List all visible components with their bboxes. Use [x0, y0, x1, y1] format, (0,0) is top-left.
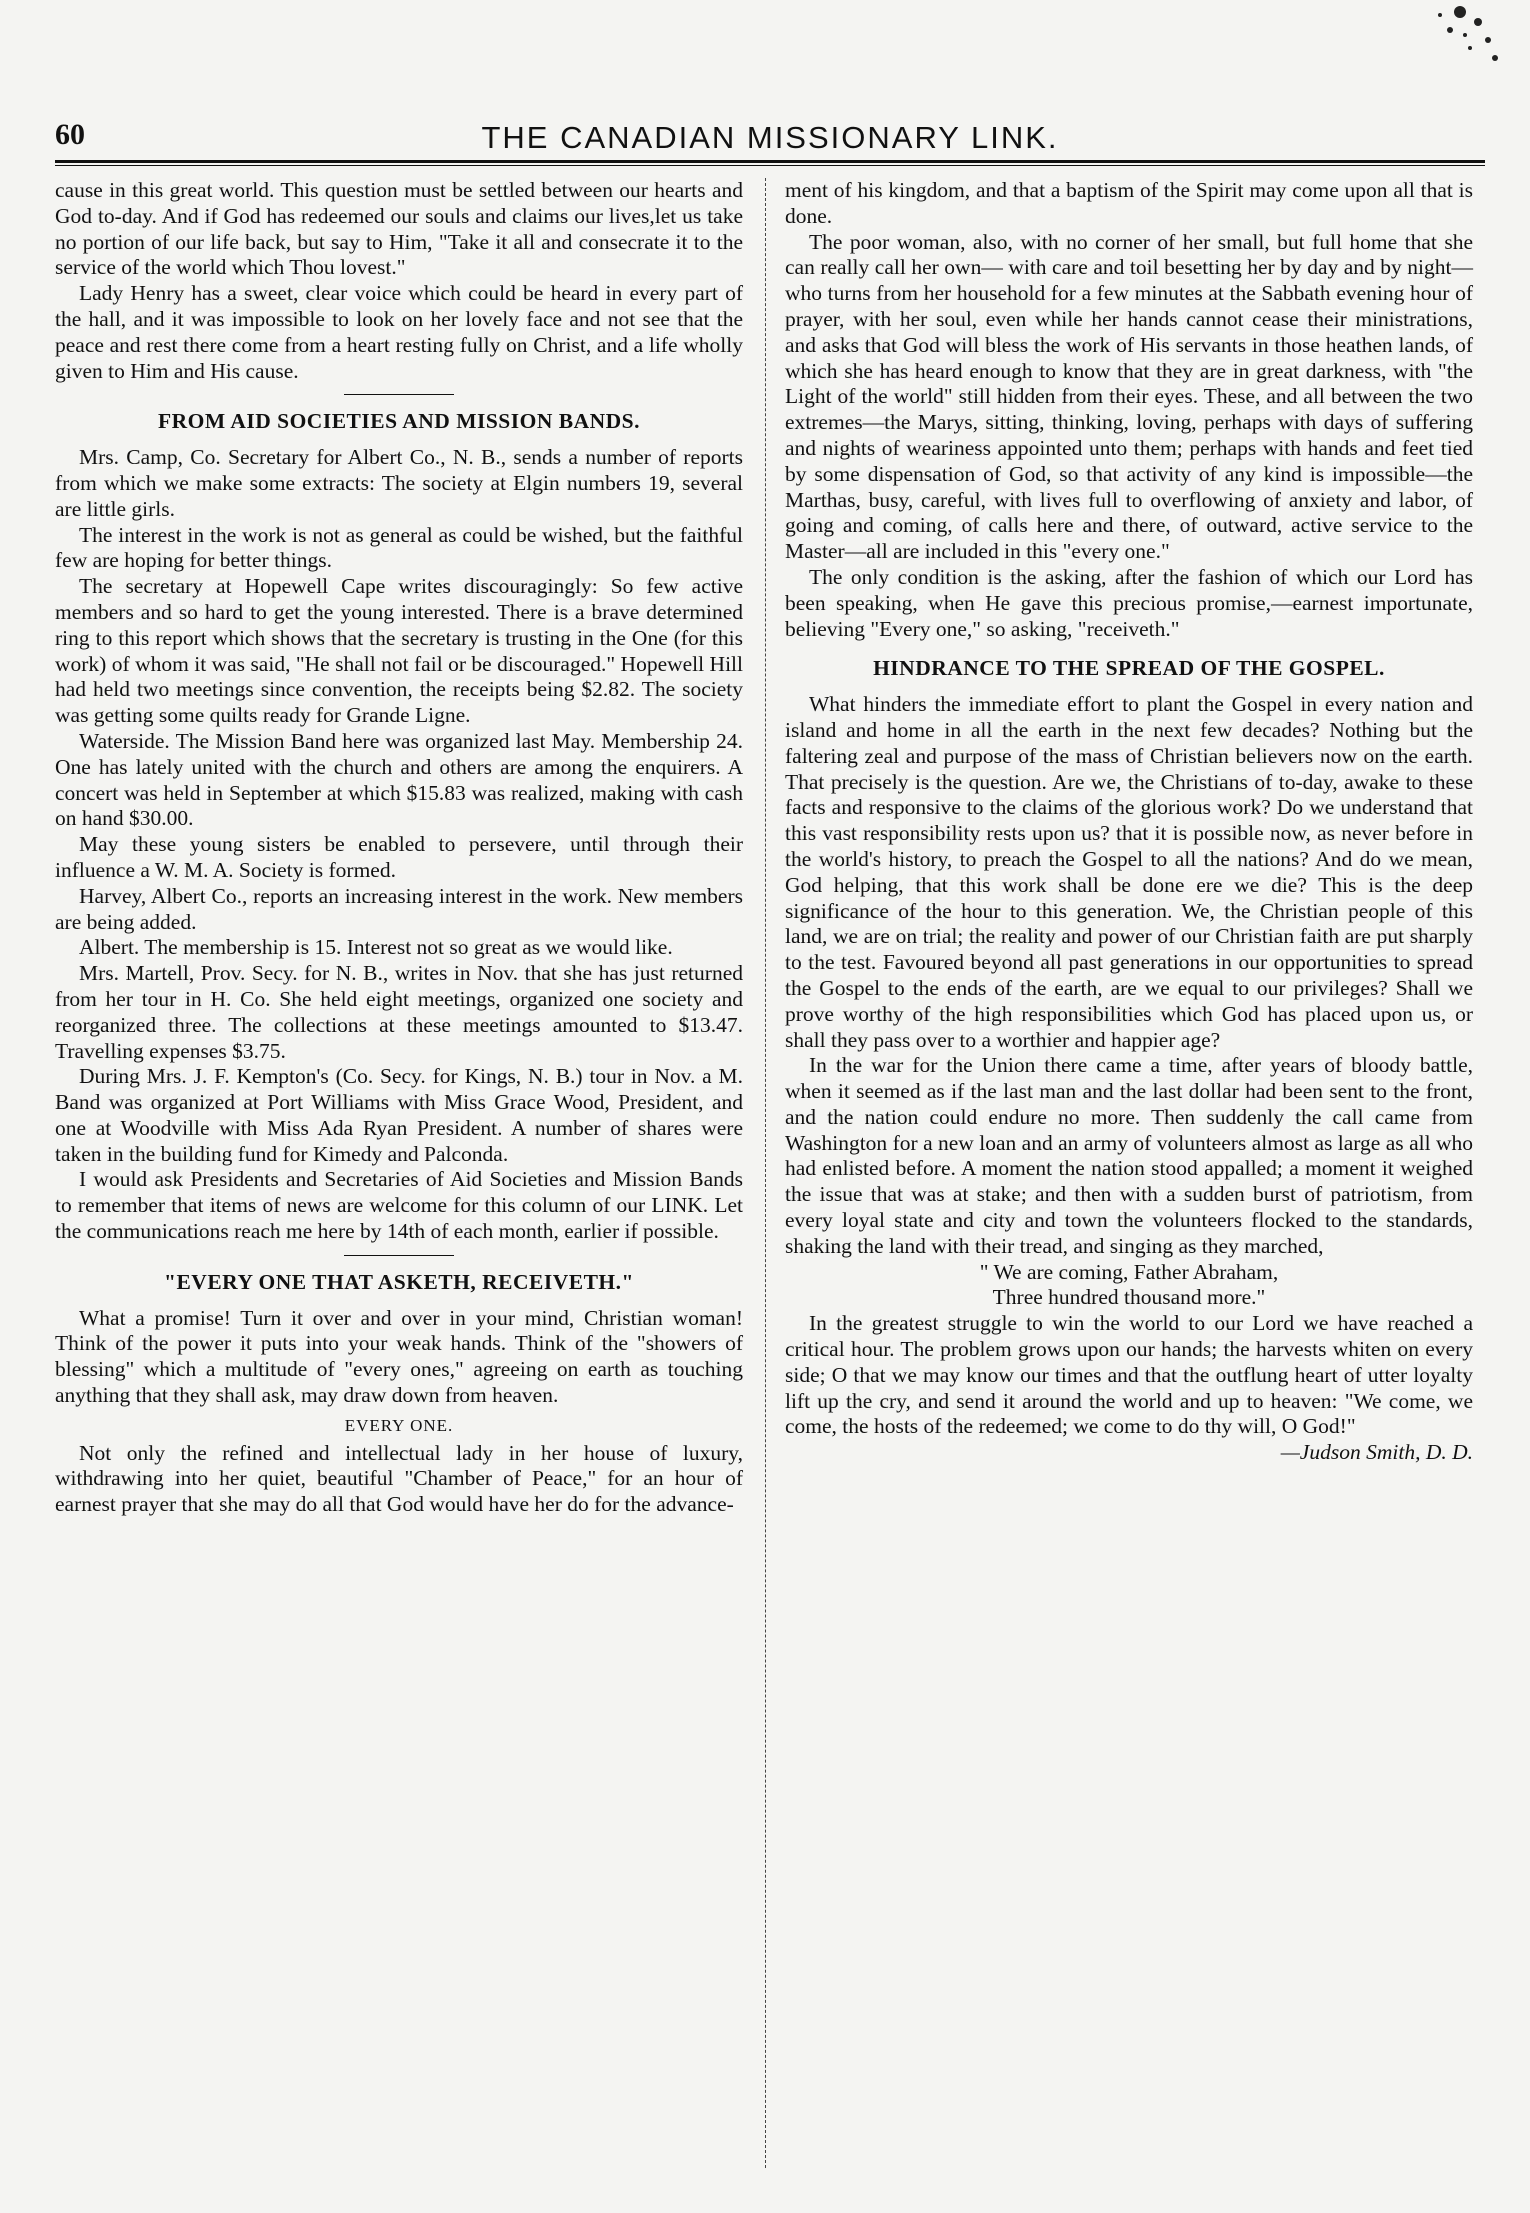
page-number: 60	[55, 118, 85, 151]
paragraph: The poor woman, also, with no corner of her small, but full home that she can really call her own— with care and toil besetting her by day and by night—who turns from her household for a few minutes at the Sabbath evening hour of prayer, with her soul, even while her hands cannot cease their ministrations, and asks that God will bless the work of His servants in those heathen lands, of which she has heard enough to know that they are in great darkness, with "the Light of the world" still hidden from their eyes. These, and all between the two extremes—the Marys, sitting, thinking, loving, perhaps with days of suffering and nights of weariness appointed unto them; perhaps with hands and feet tied by some dispensation of God, so that activity of any kind is impossible—the Marthas, busy, careful, with lives full to overflowing of anxiety and labor, of going and coming, of calls here and there, of outward, active service to the Master—all are included in this "every one."	[785, 229, 1473, 564]
paragraph: During Mrs. J. F. Kempton's (Co. Secy. for Kings, N. B.) tour in Nov. a M. Band was organized at Port Williams with Miss Grace Wood, President, and one at Woodville with Miss Ada Ryan President. A number of shares were taken in the building fund for Kimedy and Palconda.	[55, 1064, 743, 1166]
paragraph: cause in this great world. This question must be settled between our hearts and God to-day. And if God has redeemed our souls and claims our lives,let us take no portion of our life back, but say to Him, "Take it all and consecrate it to the service of the world which Thou lovest."	[55, 178, 743, 280]
column-divider	[765, 178, 766, 2168]
corner-ornament-icon	[1400, 0, 1510, 75]
section-heading-hindrance: HINDRANCE TO THE SPREAD OF THE GOSPEL.	[873, 656, 1385, 681]
section-separator	[344, 394, 454, 395]
section-heading-every-one: "EVERY ONE THAT ASKETH, RECEIVETH."	[164, 1269, 634, 1294]
masthead-title: THE CANADIAN MISSIONARY LINK.	[481, 120, 1059, 155]
paragraph: What hinders the immediate effort to plant the Gospel in every nation and island and home in all the earth in the next few decades? Nothing but the faltering zeal and purpose of the mass of Christian believers now on the earth. That precisely is the question. Are we, the Christians of to-day, awake to these facts and responsive to the claims of the glorious work? Do we understand that this vast responsibility rests upon us? that it is possible now, as never before in the world's history, to preach the Gospel to all the nations? And do we mean, God helping, that this work shall be done ere we die? This is the deep significance of the hour to this generation. We, the Christian people of this land, we are on trial; the reality and power of our Christian faith are put sharply to the test. Favoured beyond all past generations in our opportunities to spread the Gospel to the ends of the earth, are we equal to our privileges? Shall we prove worthy of the high responsibilities which God has placed upon us, or shall they pass over to a worthier and happier age?	[785, 692, 1473, 1052]
paragraph: Albert. The membership is 15. Interest not so great as we would like.	[79, 935, 673, 960]
paragraph: I would ask Presidents and Secretaries of Aid Societies and Mission Bands to remember that items of news are welcome for this column of our LINK. Let the communications reach me here by 14th of each month, earlier if possible.	[55, 1167, 743, 1244]
poem-line: " We are coming, Father Abraham,	[979, 1259, 1279, 1284]
paragraph: The secretary at Hopewell Cape writes discouragingly: So few active members and so hard to get the young interested. There is a brave determined ring to this report which shows that the secretary is trusting in the One (for this work) of whom it was said, "He shall not fail or be discouraged." Hopewell Hill had held two meetings since convention, the receipts being $2.82. The society was getting some quilts ready for Grande Ligne.	[55, 574, 743, 728]
paragraph: ment of his kingdom, and that a baptism of the Spirit may come upon all that is done.	[785, 178, 1473, 228]
paragraph: The only condition is the asking, after the fashion of which our Lord has been speaking, when He gave this precious promise,—earnest importunate, believing "Every one," so asking, "receiveth."	[785, 564, 1473, 641]
section-heading-aid-societies: FROM AID SOCIETIES AND MISSION BANDS.	[157, 409, 641, 434]
paragraph: Mrs. Martell, Prov. Secy. for N. B., writes in Nov. that she has just returned from her tour in H. Co. She held eight meetings, organized one society and reorganized three. The collections at these meetings amounted to $13.47. Travelling expenses $3.75.	[55, 961, 743, 1063]
paragraph: Harvey, Albert Co., reports an increasing interest in the work. New members are being added.	[55, 883, 743, 934]
header-rule	[55, 160, 1485, 163]
subheading-every-one: EVERY ONE.	[344, 1415, 454, 1435]
header-rule-thin	[55, 165, 1485, 166]
poem-line: Three hundred thousand more."	[992, 1285, 1266, 1310]
right-column	[785, 178, 1473, 1466]
paragraph: In the war for the Union there came a time, after years of bloody battle, when it seemed as if the last man and the last dollar had been sent to the front, and the nation could endure no more. Then suddenly the call came from Washington for a new loan and an army of volunteers almost as large as all who had enlisted before. A moment the nation stood appalled; a moment it weighed the issue that was at stake; and then with a sudden burst of patriotism, from every loyal state and city and town the volunteers flocked to the standards, shaking the land with their tread, and singing as they marched,	[785, 1053, 1473, 1258]
paragraph: Mrs. Camp, Co. Secretary for Albert Co., N. B., sends a number of reports from which we make some extracts: The society at Elgin numbers 19, several are little girls.	[55, 445, 743, 521]
paragraph: In the greatest struggle to win the world to our Lord we have reached a critical hour. The problem grows upon our hands; the harvests whiten on every side; O that we may know our times and that the outflung heart of utter loyalty lift up the cry, and send it around the world and up to heaven: "We come, we come, the hosts of the redeemed; we come to do thy will, O God!"	[785, 1311, 1473, 1439]
paragraph: Lady Henry has a sweet, clear voice which could be heard in every part of the hall, and it was impossible to look on her lovely face and not see that the peace and rest there come from a heart resting fully on Christ, and a life wholly given to Him and His cause.	[55, 281, 743, 383]
signature: —Judson Smith, D. D.	[1280, 1440, 1473, 1465]
page-header	[55, 118, 1485, 158]
paragraph: The interest in the work is not as general as could be wished, but the faithful few are hoping for better things.	[55, 522, 743, 573]
left-column	[55, 178, 743, 1518]
paragraph: Not only the refined and intellectual lady in her house of luxury, withdrawing into her quiet, beautiful "Chamber of Peace," for an hour of earnest prayer that she may do all that God would have her do for the advance-	[55, 1440, 743, 1517]
paragraph: May these young sisters be enabled to persevere, until through their influence a W. M. A. Society is formed.	[55, 832, 743, 882]
paragraph: Waterside. The Mission Band here was organized last May. Membership 24. One has lately united with the church and others are among the enquirers. A concert was held in September at which $15.83 was realized, making with cash on hand $30.00.	[55, 728, 743, 831]
section-separator	[344, 1255, 454, 1256]
paragraph: What a promise! Turn it over and over in your mind, Christian woman! Think of the power it puts into your weak hands. Think of the "showers of blessing" which a multitude of "every ones," agreeing on earth as touching anything that they shall ask, may draw down from heaven.	[55, 1305, 743, 1408]
